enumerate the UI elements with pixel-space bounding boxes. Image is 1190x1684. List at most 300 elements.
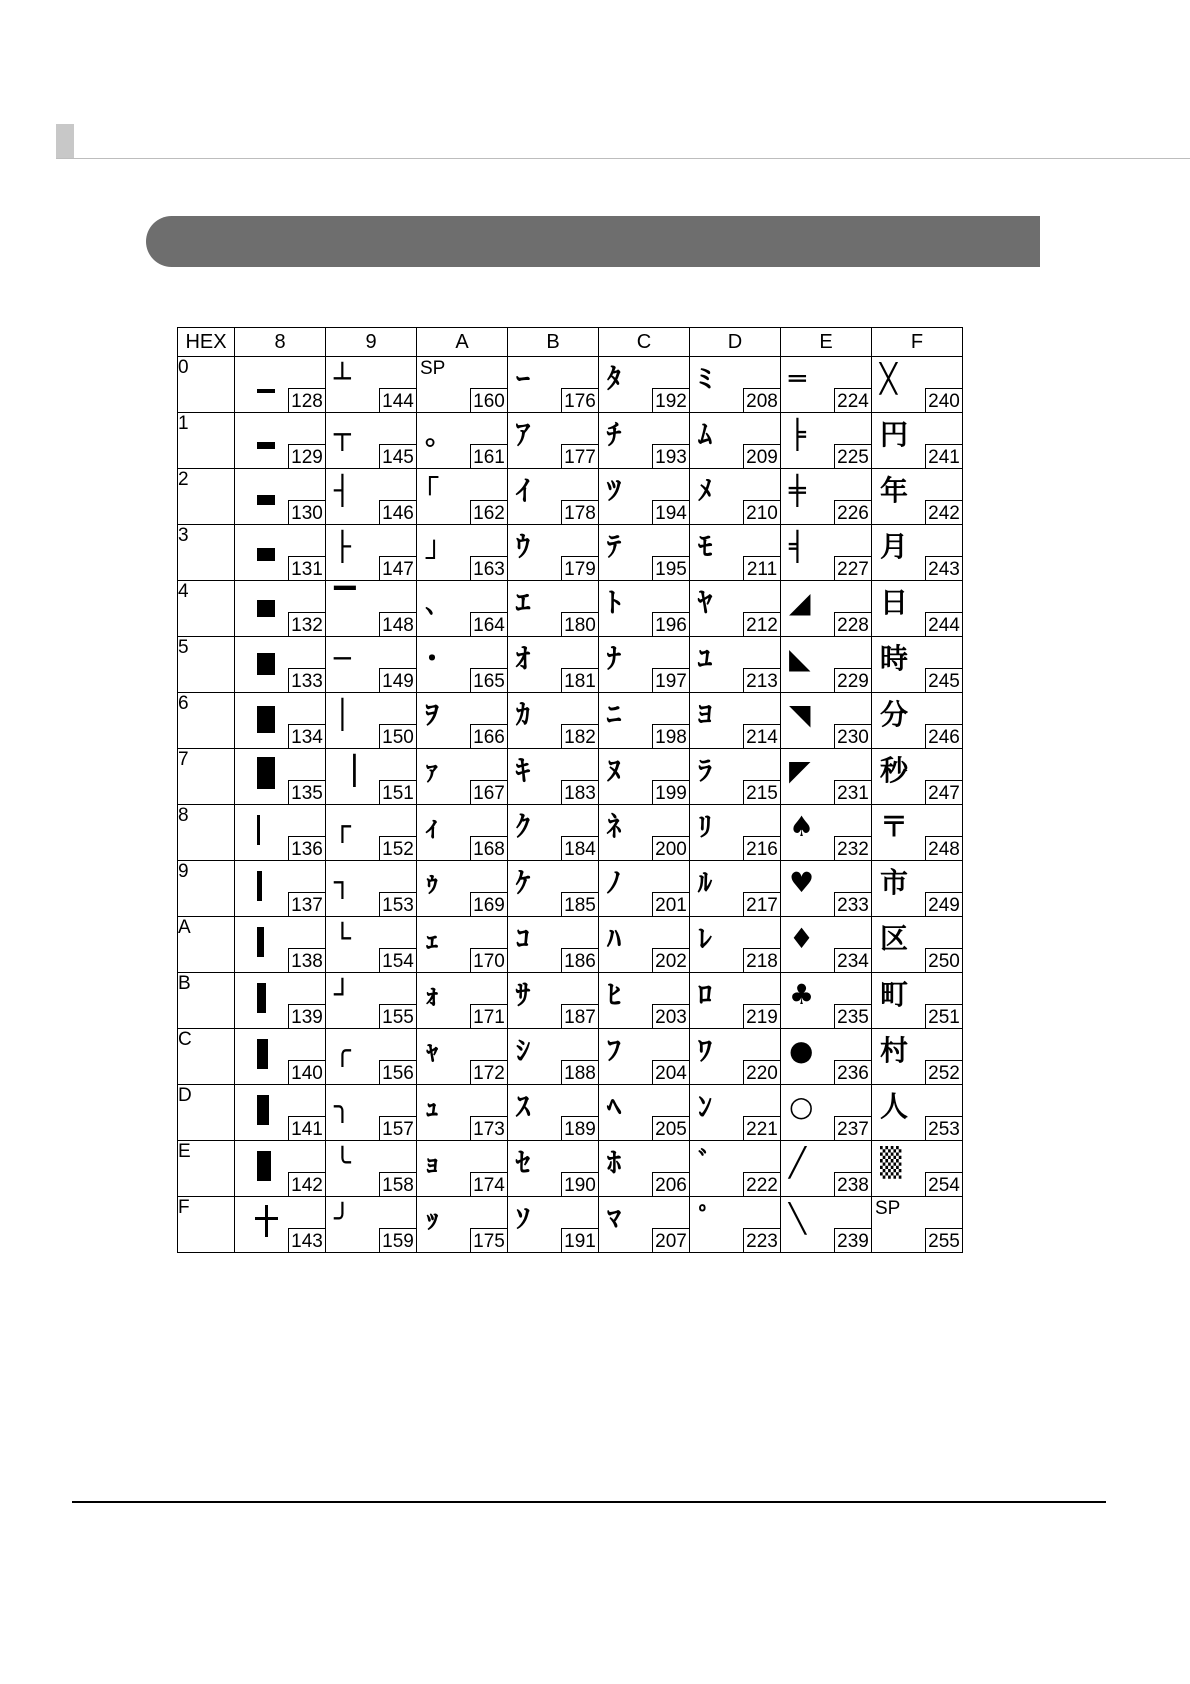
char-cell (235, 1197, 326, 1253)
decimal-code: 254 (925, 1172, 963, 1197)
char-glyph: ｣ (425, 530, 440, 563)
decimal-code: 185 (561, 892, 599, 917)
char-cell (872, 861, 963, 917)
char-cell (781, 1029, 872, 1085)
char-glyph: ﾞ (698, 1146, 713, 1179)
decimal-code: 145 (379, 444, 417, 469)
column-header-a: A (417, 328, 508, 357)
char-cell (235, 805, 326, 861)
decimal-code: 207 (652, 1228, 690, 1253)
decimal-code: 248 (925, 836, 963, 861)
decimal-code: 135 (288, 780, 326, 805)
char-glyph: ｷ (516, 754, 531, 787)
char-glyph: ﾐ (698, 362, 713, 395)
char-cell (417, 693, 508, 749)
decimal-code: 150 (379, 724, 417, 749)
column-header-b: B (508, 328, 599, 357)
decimal-code: 178 (561, 500, 599, 525)
table-row (178, 525, 963, 581)
table-row (178, 469, 963, 525)
char-cell (508, 1029, 599, 1085)
char-glyph: ├ (334, 530, 351, 563)
char-cell (599, 861, 690, 917)
char-cell (508, 749, 599, 805)
char-glyph: ﾂ (607, 474, 622, 507)
char-glyph: ♥ (789, 866, 815, 899)
char-cell (417, 357, 508, 413)
char-cell (599, 1141, 690, 1197)
char-cell (781, 637, 872, 693)
char-glyph: │ (334, 698, 351, 731)
row-header-9: 9 (178, 861, 235, 917)
char-glyph: ｲ (516, 474, 531, 507)
char-glyph: ｪ (425, 922, 440, 955)
char-glyph: ﾏ (607, 1202, 622, 1235)
decimal-code: 215 (743, 780, 781, 805)
block-glyph-lower-five-eighths (243, 583, 283, 623)
char-glyph: ｨ (425, 810, 440, 843)
block-glyph-left-seven-eighths (243, 1143, 283, 1183)
row-header-a: A (178, 917, 235, 973)
char-cell (872, 805, 963, 861)
char-glyph: ｼ (516, 1034, 531, 1067)
char-cell (690, 693, 781, 749)
char-glyph: ﾟ (698, 1202, 713, 1235)
decimal-code: 165 (470, 668, 508, 693)
column-header-e: E (781, 328, 872, 357)
char-glyph: ╯ (334, 1202, 351, 1235)
char-cell (235, 917, 326, 973)
decimal-code: 202 (652, 948, 690, 973)
char-cell (781, 805, 872, 861)
char-cell (508, 1085, 599, 1141)
char-cell (599, 1085, 690, 1141)
decimal-code: 166 (470, 724, 508, 749)
char-cell (417, 749, 508, 805)
char-glyph: ﾋ (607, 978, 622, 1011)
char-cell (690, 413, 781, 469)
char-cell (508, 693, 599, 749)
char-glyph: ● (789, 1034, 814, 1067)
char-glyph: ﾎ (607, 1146, 622, 1179)
decimal-code: 156 (379, 1060, 417, 1085)
char-glyph: 〒 (880, 810, 909, 843)
column-header-c: C (599, 328, 690, 357)
decimal-code: 167 (470, 780, 508, 805)
table-row (178, 637, 963, 693)
char-cell (690, 357, 781, 413)
char-glyph: ｻ (516, 978, 531, 1011)
decimal-code: 128 (288, 388, 326, 413)
decimal-code: 181 (561, 668, 599, 693)
char-glyph: ﾔ (698, 586, 713, 619)
decimal-code: 228 (834, 612, 872, 637)
char-cell (599, 805, 690, 861)
char-cell (235, 357, 326, 413)
decimal-code: 180 (561, 612, 599, 637)
decimal-code: 211 (743, 556, 781, 581)
decimal-code: 132 (288, 612, 326, 637)
char-glyph: ﾛ (698, 978, 713, 1011)
row-header-4: 4 (178, 581, 235, 637)
decimal-code: 204 (652, 1060, 690, 1085)
char-cell (235, 525, 326, 581)
char-glyph: ﾁ (607, 418, 622, 451)
decimal-code: 157 (379, 1116, 417, 1141)
decimal-code: 205 (652, 1116, 690, 1141)
char-cell (235, 1085, 326, 1141)
char-glyph: ═ (789, 362, 806, 395)
char-cell (599, 693, 690, 749)
char-cell (872, 1141, 963, 1197)
char-cell (417, 581, 508, 637)
char-cell (326, 749, 417, 805)
decimal-code: 193 (652, 444, 690, 469)
char-cell (417, 413, 508, 469)
block-glyph-lower-half (243, 527, 283, 567)
char-cell (326, 1141, 417, 1197)
char-glyph: ｺ (516, 922, 531, 955)
char-cell (326, 1029, 417, 1085)
decimal-code: 141 (288, 1116, 326, 1141)
char-cell (781, 973, 872, 1029)
char-cell (508, 581, 599, 637)
decimal-code: 201 (652, 892, 690, 917)
char-cell (781, 917, 872, 973)
char-cell (690, 917, 781, 973)
char-glyph: ｽ (516, 1090, 531, 1123)
decimal-code: 189 (561, 1116, 599, 1141)
table-row (178, 693, 963, 749)
char-glyph: 町 (880, 978, 909, 1011)
char-cell (508, 1141, 599, 1197)
decimal-code: 245 (925, 668, 963, 693)
row-header-0: 0 (178, 357, 235, 413)
decimal-code: 197 (652, 668, 690, 693)
decimal-code: 134 (288, 724, 326, 749)
char-glyph: ─ (334, 642, 351, 675)
char-cell (690, 525, 781, 581)
decimal-code: 142 (288, 1172, 326, 1197)
decimal-code: 182 (561, 724, 599, 749)
char-cell (508, 469, 599, 525)
char-cell (508, 357, 599, 413)
decimal-code: 246 (925, 724, 963, 749)
char-glyph: SP (420, 358, 446, 379)
char-cell (417, 1029, 508, 1085)
char-cell (417, 469, 508, 525)
char-cell (872, 637, 963, 693)
char-glyph: ｹ (516, 866, 531, 899)
block-glyph-left-five-eighths (243, 1031, 283, 1071)
char-glyph: ｾ (516, 1146, 531, 1179)
char-cell (508, 805, 599, 861)
char-cell (599, 413, 690, 469)
char-cell (508, 1197, 599, 1253)
char-cell (417, 1085, 508, 1141)
char-glyph: ｩ (425, 866, 440, 899)
decimal-code: 225 (834, 444, 872, 469)
table-row (178, 581, 963, 637)
char-cell (508, 861, 599, 917)
decimal-code: 144 (379, 388, 417, 413)
char-glyph: ♣ (789, 978, 815, 1011)
char-glyph: ﾝ (698, 1090, 713, 1123)
char-glyph: 時 (880, 642, 909, 675)
char-glyph: ┌ (334, 810, 351, 843)
char-cell (781, 581, 872, 637)
char-cell (781, 413, 872, 469)
char-cell (326, 693, 417, 749)
decimal-code: 244 (925, 612, 963, 637)
char-cell (235, 1141, 326, 1197)
char-cell (599, 973, 690, 1029)
char-glyph: ﾜ (698, 1034, 713, 1067)
decimal-code: 161 (470, 444, 508, 469)
char-glyph: ｮ (425, 1146, 440, 1179)
decimal-code: 229 (834, 668, 872, 693)
char-glyph: ╭ (334, 1034, 351, 1067)
decimal-code: 218 (743, 948, 781, 973)
decimal-code: 232 (834, 836, 872, 861)
char-cell (326, 469, 417, 525)
char-glyph: ﾗ (698, 754, 713, 787)
char-cell (417, 973, 508, 1029)
char-cell (872, 413, 963, 469)
char-glyph: 市 (880, 866, 909, 899)
decimal-code: 252 (925, 1060, 963, 1085)
char-glyph: ｳ (516, 530, 531, 563)
char-glyph: 日 (880, 586, 909, 619)
table-row (178, 1085, 963, 1141)
decimal-code: 147 (379, 556, 417, 581)
decimal-code: 191 (561, 1228, 599, 1253)
char-cell (690, 469, 781, 525)
char-cell (326, 1085, 417, 1141)
decimal-code: 192 (652, 388, 690, 413)
decimal-code: 154 (379, 948, 417, 973)
decimal-code: 136 (288, 836, 326, 861)
decimal-code: 236 (834, 1060, 872, 1085)
char-glyph: 分 (880, 698, 909, 731)
char-glyph: 区 (880, 922, 909, 955)
decimal-code: 137 (288, 892, 326, 917)
char-cell (690, 805, 781, 861)
char-cell (326, 357, 417, 413)
table-row (178, 413, 963, 469)
row-header-e: E (178, 1141, 235, 1197)
char-glyph: ♦ (789, 922, 815, 955)
block-glyph-left-eighth (243, 807, 283, 847)
char-cell (690, 749, 781, 805)
char-cell (781, 861, 872, 917)
char-cell (235, 413, 326, 469)
decimal-code: 174 (470, 1172, 508, 1197)
char-cell (326, 917, 417, 973)
char-cell (235, 1029, 326, 1085)
decimal-code: 175 (470, 1228, 508, 1253)
char-cell (417, 861, 508, 917)
decimal-code: 210 (743, 500, 781, 525)
decimal-code: 212 (743, 612, 781, 637)
decimal-code: 216 (743, 836, 781, 861)
char-glyph: ｰ (516, 362, 531, 395)
row-header-f: F (178, 1197, 235, 1253)
char-glyph: ┐ (334, 866, 351, 899)
decimal-code: 148 (379, 612, 417, 637)
char-cell (872, 357, 963, 413)
decimal-code: 155 (379, 1004, 417, 1029)
decimal-code: 187 (561, 1004, 599, 1029)
char-glyph: 月 (880, 530, 909, 563)
char-glyph: ◣ (789, 642, 811, 675)
char-glyph: ﾍ (607, 1090, 622, 1123)
decimal-code: 221 (743, 1116, 781, 1141)
char-cell (872, 1029, 963, 1085)
footer-rule (72, 1501, 1106, 1503)
char-cell (690, 1141, 781, 1197)
row-header-3: 3 (178, 525, 235, 581)
char-cell (599, 357, 690, 413)
char-cell (781, 525, 872, 581)
decimal-code: 138 (288, 948, 326, 973)
decimal-code: 200 (652, 836, 690, 861)
char-cell (690, 1085, 781, 1141)
char-glyph: ﾀ (607, 362, 622, 395)
char-glyph: ╰ (334, 1146, 351, 1179)
char-cell (872, 917, 963, 973)
decimal-code: 170 (470, 948, 508, 973)
row-header-8: 8 (178, 805, 235, 861)
column-header-row (178, 328, 963, 357)
decimal-code: 226 (834, 500, 872, 525)
block-glyph-lower-seven-eighths (243, 695, 283, 735)
decimal-code: 133 (288, 668, 326, 693)
char-cell (690, 861, 781, 917)
decimal-code: 251 (925, 1004, 963, 1029)
table-row (178, 805, 963, 861)
char-cell (872, 469, 963, 525)
block-glyph-lower-eighth (243, 359, 283, 399)
decimal-code: 206 (652, 1172, 690, 1197)
table-row (178, 1029, 963, 1085)
char-glyph: 村 (880, 1034, 909, 1067)
char-cell (599, 637, 690, 693)
char-glyph: ﾌ (607, 1034, 622, 1067)
decimal-code: 250 (925, 948, 963, 973)
char-glyph: ﾒ (698, 474, 713, 507)
char-cell (872, 1085, 963, 1141)
char-glyph: ╞ (789, 418, 806, 451)
char-cell (690, 637, 781, 693)
char-glyph: ｭ (425, 1090, 440, 1123)
char-glyph: ﾇ (607, 754, 622, 787)
decimal-code: 227 (834, 556, 872, 581)
char-cell (872, 581, 963, 637)
decimal-code: 241 (925, 444, 963, 469)
char-glyph: ･ (425, 642, 440, 675)
char-cell (872, 693, 963, 749)
char-glyph: ▒ (880, 1146, 902, 1179)
decimal-code: 234 (834, 948, 872, 973)
decimal-code: 235 (834, 1004, 872, 1029)
char-cell (599, 581, 690, 637)
decimal-code: 152 (379, 836, 417, 861)
decimal-code: 220 (743, 1060, 781, 1085)
char-glyph: ﾘ (698, 810, 713, 843)
char-cell (235, 469, 326, 525)
column-header-f: F (872, 328, 963, 357)
char-glyph: ｫ (425, 978, 440, 1011)
decimal-code: 223 (743, 1228, 781, 1253)
char-glyph: ｴ (516, 586, 531, 619)
char-glyph: ┬ (334, 418, 351, 451)
decimal-code: 213 (743, 668, 781, 693)
char-cell (235, 637, 326, 693)
row-header-7: 7 (178, 749, 235, 805)
block-glyph-left-three-eighths (243, 919, 283, 959)
char-glyph: ﾙ (698, 866, 713, 899)
char-cell (508, 637, 599, 693)
decimal-code: 231 (834, 780, 872, 805)
char-cell (235, 693, 326, 749)
char-glyph: ｦ (425, 698, 440, 731)
decimal-code: 196 (652, 612, 690, 637)
block-glyph-left-quarter (243, 863, 283, 903)
char-cell (235, 861, 326, 917)
char-glyph: ﾑ (698, 418, 713, 451)
char-glyph: SP (875, 1198, 901, 1219)
decimal-code: 164 (470, 612, 508, 637)
decimal-code: 176 (561, 388, 599, 413)
char-cell (508, 525, 599, 581)
column-header-8: 8 (235, 328, 326, 357)
char-glyph: ｶ (516, 698, 531, 731)
char-glyph: ﾄ (607, 586, 622, 619)
decimal-code: 172 (470, 1060, 508, 1085)
decimal-code: 199 (652, 780, 690, 805)
decimal-code: 209 (743, 444, 781, 469)
char-glyph: ﾕ (698, 642, 713, 675)
char-glyph: ﾊ (607, 922, 622, 955)
decimal-code: 143 (288, 1228, 326, 1253)
table-row (178, 749, 963, 805)
char-glyph: ╪ (789, 474, 806, 507)
table-row (178, 861, 963, 917)
char-glyph: ﾉ (607, 866, 622, 899)
char-glyph: └ (334, 922, 351, 955)
char-glyph: 人 (880, 1090, 909, 1123)
char-glyph: 年 (880, 474, 909, 507)
section-heading-bar (146, 216, 1040, 267)
char-cell (508, 973, 599, 1029)
decimal-code: 238 (834, 1172, 872, 1197)
table-row (178, 917, 963, 973)
char-cell (599, 1197, 690, 1253)
char-cell (508, 413, 599, 469)
decimal-code: 131 (288, 556, 326, 581)
section-side-tab (56, 124, 74, 158)
char-glyph: ┴ (334, 362, 351, 395)
decimal-code: 179 (561, 556, 599, 581)
decimal-code: 146 (379, 500, 417, 525)
decimal-code: 168 (470, 836, 508, 861)
decimal-code: 233 (834, 892, 872, 917)
decimal-code: 183 (561, 780, 599, 805)
decimal-code: 186 (561, 948, 599, 973)
row-header-d: D (178, 1085, 235, 1141)
char-glyph: ﾖ (698, 698, 713, 731)
